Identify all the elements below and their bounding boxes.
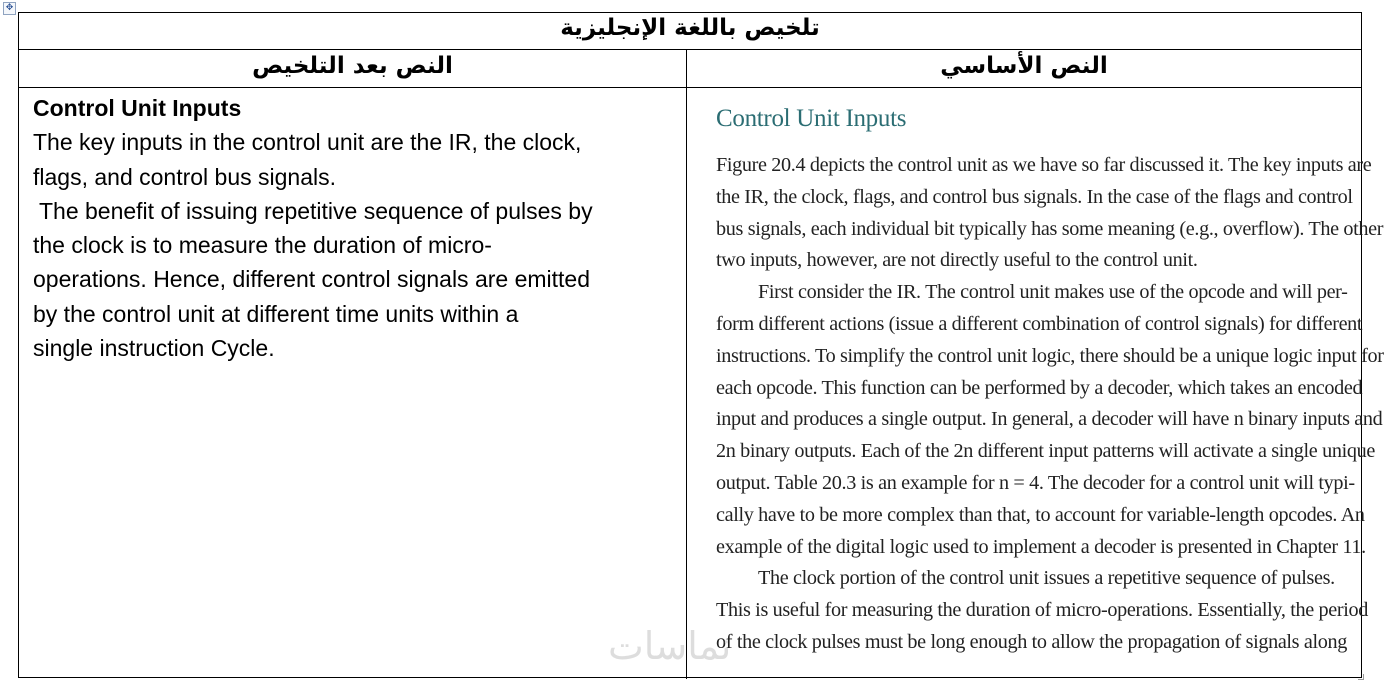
original-line: two inputs, however, are not directly useful to the control unit. [716,249,1198,272]
original-line: First consider the IR. The control unit makes use of the opcode and will per- [758,281,1348,304]
original-line: cally have to be more complex than that, to account for variable-length opcodes. An [716,503,1365,526]
summary-table [18,12,1384,678]
summary-line: single instruction Cycle. [33,335,275,362]
summary-line: operations. Hence, different control signals are emitted [33,266,590,293]
original-line: of the clock pulses must be long enough to allow the propagation of signals along [716,630,1347,653]
header-row [19,50,1361,88]
original-line: This is useful for measuring the duration of micro-operations. Essentially, the period [716,599,1368,622]
summary-line: by the control unit at different time units within a [33,300,519,327]
original-line: input and produces a single output. In general, a decoder will have n binary inputs and [716,408,1383,431]
summary-title: Control Unit Inputs [33,95,242,121]
original-line: example of the digital logic used to implement a decoder is presented in Chapter 11. [716,535,1366,558]
table-resize-handle-icon[interactable] [1358,674,1364,680]
summary-cell[interactable] [33,91,673,365]
watermark-logo: نماسات [608,624,732,668]
original-line: bus signals, each individual bit typically has some meaning (e.g., overflow). The other [716,217,1384,240]
original-line: instructions. To simplify the control unit logic, there should be a unique logic input for [716,344,1384,367]
title-row [19,13,1361,50]
summary-column-header: النص بعد التلخيص [252,53,453,79]
original-line: each opcode. This function can be performed by a decoder, which takes an encoded [716,376,1363,399]
summary-line: The benefit of issuing repetitive sequence of pulses by [33,197,593,224]
original-line: Figure 20.4 depicts the control unit as we have so far discussed it. The key inputs are [716,154,1372,176]
original-line: the IR, the clock, flags, and control bus signals. In the case of the flags and control [716,185,1353,208]
original-title: Control Unit Inputs [716,105,907,132]
summary-line: The key inputs in the control unit are the IR, the clock, [33,129,582,156]
original-line: The clock portion of the control unit issues a repetitive sequence of pulses. [758,567,1335,590]
original-column-header: النص الأساسي [940,53,1108,79]
table-title: تلخيص باللغة الإنجليزية [560,15,820,41]
original-line: form different actions (issue a different combination of control signals) for different [716,312,1363,335]
column-divider [686,50,687,679]
original-line: 2n binary outputs. Each of the 2n different input patterns will activate a single unique [716,440,1375,463]
summary-line: flags, and control bus signals. [33,163,337,190]
summary-line: the clock is to measure the duration of micro- [33,232,492,259]
original-text-image [716,105,1384,659]
original-line: output. Table 20.3 is an example for n = 4. The decoder for a control unit will typi- [716,471,1355,494]
table-move-handle-icon[interactable]: ✥ [3,2,16,15]
